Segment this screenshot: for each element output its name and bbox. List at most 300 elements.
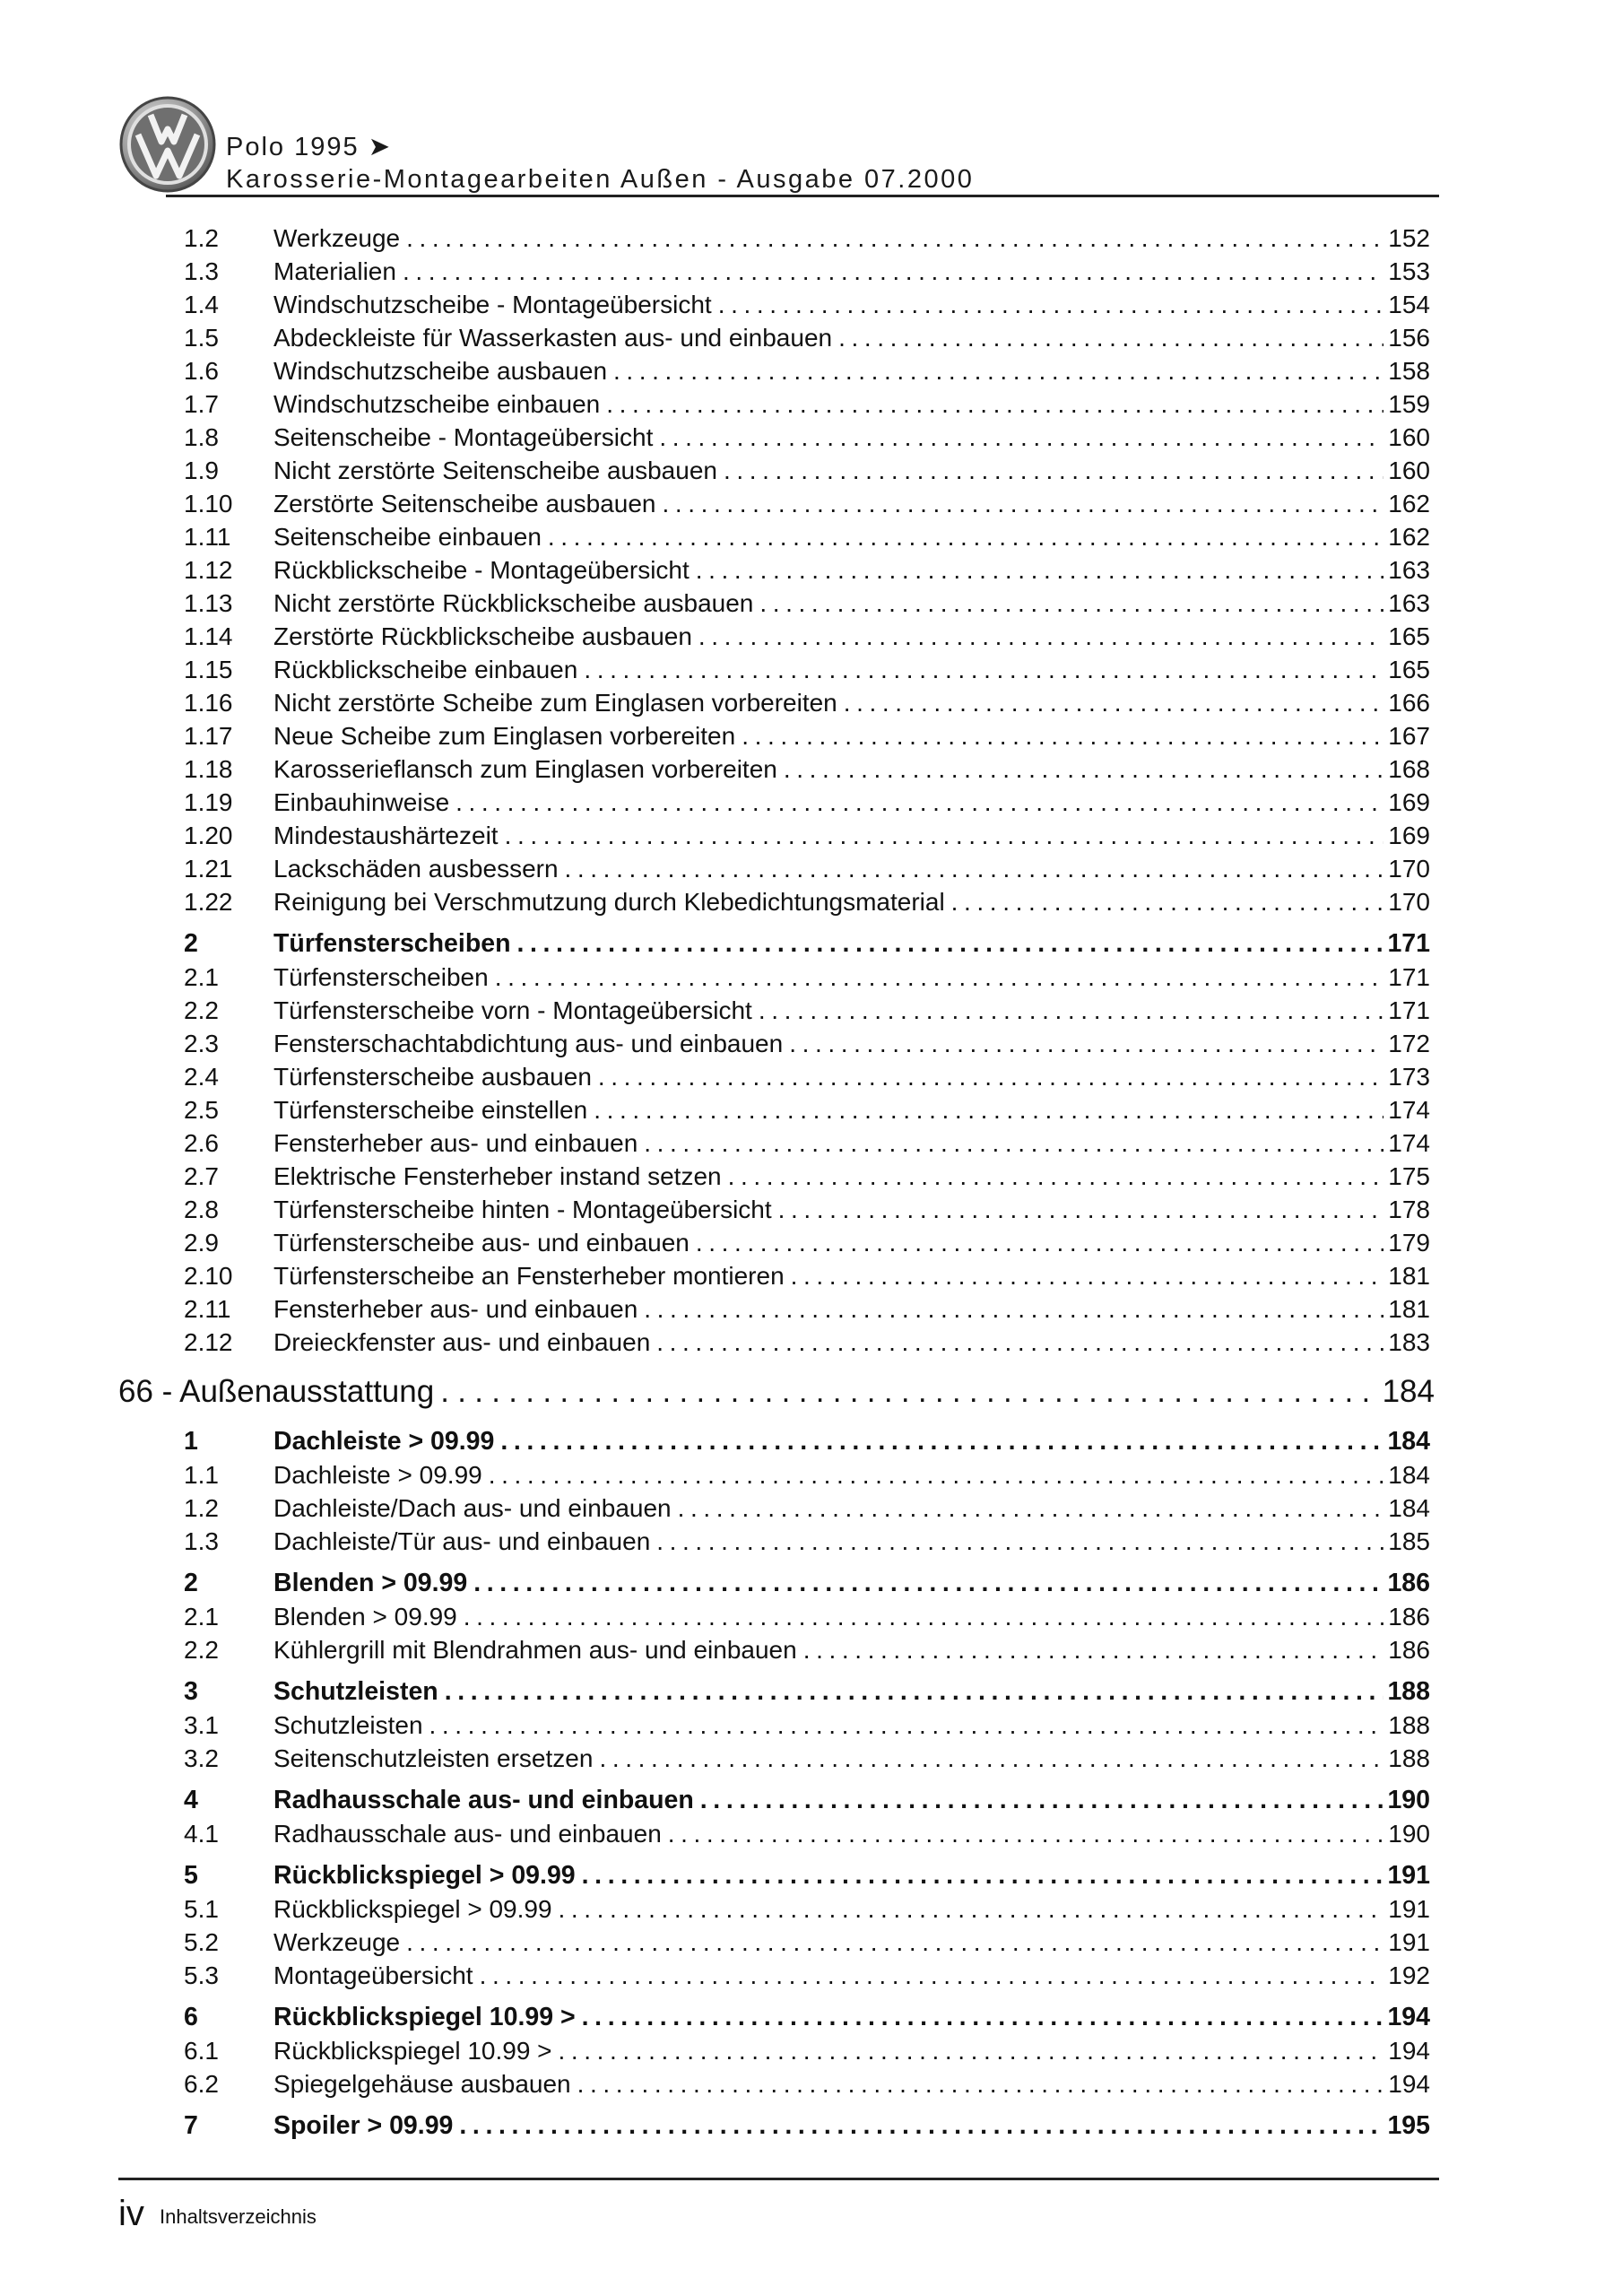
toc-title: Rückblickspiegel 10.99 > [273,2003,576,2031]
toc-title: Seitenscheibe einbauen [273,523,542,551]
toc-leader [273,288,1385,321]
toc-title: Windschutzscheibe - Montageübersicht [273,291,712,318]
toc-row[interactable] [0,1259,1622,1292]
toc-row[interactable] [0,1060,1622,1093]
toc-title: Rückblickspiegel 10.99 > [273,2037,552,2065]
toc-title: Kühlergrill mit Blendrahmen aus- und einbauen [273,1636,797,1664]
toc-number: 2.2 [184,1636,219,1664]
toc-title: Seitenschutzleisten ersetzen [273,1744,594,1772]
toc-row[interactable] [0,1226,1622,1259]
toc-title: Türfensterscheibe an Fensterheber montieren [273,1262,785,1290]
dot-leader [548,520,1383,553]
toc-page-number: 158 [1388,357,1430,385]
toc-number: 2.11 [184,1295,231,1323]
toc-row[interactable] [0,620,1622,653]
toc-leader [118,1371,1376,1413]
toc-leader [273,354,1385,387]
toc-title: Dreieckfenster aus- und einbauen [273,1328,651,1356]
toc-number: 2.8 [184,1196,219,1223]
dot-leader [489,1458,1383,1492]
toc-row[interactable] [0,819,1622,852]
toc-leader [273,1859,1385,1892]
toc-number: 2.3 [184,1030,219,1057]
toc-row[interactable] [0,1784,1622,1817]
toc-title: Fensterheber aus- und einbauen [273,1129,638,1157]
toc-number: 1.3 [184,1527,219,1555]
toc-row[interactable] [0,321,1622,354]
toc-title: 66 - Außenausstattung [118,1374,435,1409]
toc-page-number: 191 [1388,1895,1430,1923]
toc-leader [273,1817,1385,1850]
dot-leader [445,1675,1383,1709]
dot-leader [440,1371,1375,1413]
toc-title: Türfensterscheibe vorn - Montageübersicht [273,996,752,1024]
toc-leader [273,321,1385,354]
toc-row[interactable] [0,1193,1622,1226]
toc-leader [273,454,1385,487]
dot-leader [459,2109,1383,2143]
toc-row[interactable] [0,454,1622,487]
toc-row[interactable] [0,421,1622,454]
toc-row[interactable] [0,1292,1622,1326]
toc-number: 1.5 [184,324,219,352]
toc-leader [273,752,1385,786]
toc-title: Blenden > 09.99 [273,1603,457,1631]
toc-leader [273,1160,1385,1193]
toc-title: Elektrische Fensterheber instand setzen [273,1162,722,1190]
toc-leader [273,553,1385,587]
toc-title: Blenden > 09.99 [273,1569,468,1597]
toc-page-number: 173 [1388,1063,1430,1091]
toc-row[interactable] [0,2001,1622,2034]
toc-title: Dachleiste > 09.99 [273,1427,495,1456]
toc-leader [273,487,1385,520]
toc-row[interactable] [0,587,1622,620]
toc-number: 5.2 [184,1928,219,1956]
dot-leader [742,719,1383,752]
toc-leader [273,1226,1385,1259]
dot-leader [584,653,1383,686]
toc-leader [273,1926,1385,1959]
dot-leader [698,620,1383,653]
header-subtitle: Karosserie-Montagearbeiten Außen - Ausgabe 07.2000 [226,165,975,194]
toc-number: 2 [184,929,198,958]
toc-page-number: 188 [1388,1711,1430,1739]
toc-title: Nicht zerstörte Scheibe zum Einglasen vorbereiten [273,689,837,717]
toc-row[interactable] [0,994,1622,1027]
toc-number: 2.10 [184,1262,233,1290]
toc-row[interactable] [0,1892,1622,1926]
toc-title: Fensterschachtabdichtung aus- und einbauen [273,1030,784,1057]
toc-page-number: 160 [1388,457,1430,484]
toc-title: Türfensterscheiben [273,963,489,991]
toc-page-number: 183 [1388,1328,1430,1356]
dot-leader [778,1193,1383,1226]
toc-title: Einbauhinweise [273,788,450,816]
dot-leader [844,686,1383,719]
toc-number: 2.4 [184,1063,219,1091]
toc-title: Rückblickscheibe - Montageübersicht [273,556,690,584]
toc-page-number: 194 [1388,2070,1430,2098]
toc-page-number: 184 [1388,1461,1430,1489]
toc-leader [273,222,1385,255]
dot-leader [582,2001,1383,2034]
toc-title: Spiegelgehäuse ausbauen [273,2070,571,2098]
toc-number: 1.1 [184,1461,219,1489]
toc-row[interactable] [0,752,1622,786]
toc-page-number: 190 [1388,1820,1430,1848]
toc-title: Seitenscheibe - Montageübersicht [273,423,654,451]
dot-leader [678,1492,1383,1525]
toc-leader [273,2067,1385,2100]
toc-row[interactable] [0,288,1622,321]
toc-row[interactable] [0,1926,1622,1959]
toc-number: 3.2 [184,1744,219,1772]
dot-leader [663,487,1384,520]
footer-page-number: iv [118,2194,144,2233]
toc-row[interactable] [0,786,1622,819]
vw-logo [118,95,217,194]
toc-leader [273,1259,1385,1292]
toc-page-number: 184 [1387,1427,1430,1456]
toc-leader [273,1742,1385,1775]
toc-number: 5.1 [184,1895,219,1923]
footer-section-label: Inhaltsverzeichnis [160,2205,317,2228]
toc-row[interactable] [0,1633,1622,1666]
toc-title: Abdeckleiste für Wasserkasten aus- und einbauen [273,324,833,352]
toc-number: 1.17 [184,722,233,750]
toc-row[interactable] [0,1859,1622,1892]
toc-leader [273,1425,1385,1458]
dot-leader [406,1926,1383,1959]
dot-leader [594,1093,1383,1126]
toc-title: Mindestaushärtezeit [273,822,499,849]
toc-number: 1.11 [184,523,231,551]
toc-row[interactable] [0,1160,1622,1193]
toc-row[interactable] [0,1492,1622,1525]
toc-leader [273,885,1385,918]
header-divider [166,195,1439,197]
toc-page-number: 175 [1388,1162,1430,1190]
toc-number: 5 [184,1861,198,1890]
toc-title: Dachleiste > 09.99 [273,1461,482,1489]
toc-leader [273,2034,1385,2067]
toc-row[interactable] [0,719,1622,752]
toc-number: 6 [184,2003,198,2031]
dot-leader [668,1817,1383,1850]
toc-page-number: 174 [1388,1129,1430,1157]
toc-title: Werkzeuge [273,1928,401,1956]
dot-leader [403,255,1383,288]
toc-leader [273,927,1385,961]
toc-row[interactable] [0,961,1622,994]
dot-leader [406,222,1383,255]
toc-number: 1.21 [184,855,233,883]
toc-page-number: 167 [1388,722,1430,750]
toc-row[interactable] [0,653,1622,686]
dot-leader [803,1633,1383,1666]
toc-page-number: 169 [1388,788,1430,816]
dot-leader [656,1326,1383,1359]
toc-number: 1.19 [184,788,233,816]
toc-leader [273,1892,1385,1926]
toc-page-number: 171 [1388,996,1430,1024]
toc-page-number: 152 [1388,224,1430,252]
toc-number: 1.15 [184,656,233,683]
toc-row[interactable] [0,1709,1622,1742]
toc-page-number: 195 [1387,2111,1430,2140]
toc-page-number: 162 [1388,490,1430,517]
dot-leader [951,885,1383,918]
toc-title: Spoiler > 09.99 [273,2111,454,2140]
toc-leader [273,1633,1385,1666]
toc-leader [273,1709,1385,1742]
toc-page-number: 168 [1388,755,1430,783]
toc-page-number: 172 [1388,1030,1430,1057]
toc-title: Nicht zerstörte Seitenscheibe ausbauen [273,457,717,484]
toc-page-number: 194 [1387,2003,1430,2031]
toc-page-number: 153 [1388,257,1430,285]
toc-page-number: 194 [1388,2037,1430,2065]
toc-row[interactable] [0,487,1622,520]
toc-leader [273,1060,1385,1093]
dot-leader [577,2067,1383,2100]
toc-leader [273,1027,1385,1060]
dot-leader [784,752,1383,786]
toc-row[interactable] [0,927,1622,961]
toc-leader [273,1492,1385,1525]
toc-page-number: 186 [1388,1636,1430,1664]
toc-page-number: 186 [1388,1603,1430,1631]
dot-leader [559,2034,1383,2067]
dot-leader [606,387,1383,421]
toc-row[interactable] [0,2067,1622,2100]
toc-row[interactable] [0,1675,1622,1709]
toc-title: Türfensterscheibe hinten - Montageübersicht [273,1196,772,1223]
toc-title: Dachleiste/Dach aus- und einbauen [273,1494,672,1522]
toc-leader [273,994,1385,1027]
toc-page-number: 170 [1388,888,1430,916]
toc-title: Windschutzscheibe ausbauen [273,357,608,385]
toc-row[interactable] [0,1093,1622,1126]
toc-page-number: 171 [1387,929,1430,958]
toc-title: Karosserieflansch zum Einglasen vorbereiten [273,755,777,783]
toc-row[interactable] [0,1326,1622,1359]
toc-page-number: 163 [1388,556,1430,584]
toc-title: Schutzleisten [273,1677,438,1706]
toc-title: Türfensterscheibe einstellen [273,1096,588,1124]
toc-leader [273,653,1385,686]
toc-page-number: 174 [1388,1096,1430,1124]
toc-leader [273,961,1385,994]
toc-row[interactable] [0,885,1622,918]
toc-leader [273,1093,1385,1126]
toc-number: 1.14 [184,622,233,650]
toc-page-number: 160 [1388,423,1430,451]
toc-leader [273,852,1385,885]
toc-leader [273,1525,1385,1558]
dot-leader [582,1859,1383,1892]
toc-leader [273,1567,1385,1600]
toc-row[interactable] [0,1027,1622,1060]
toc-number: 1.6 [184,357,219,385]
toc-page-number: 184 [1382,1374,1435,1409]
toc-row[interactable] [0,354,1622,387]
toc-number: 2.5 [184,1096,219,1124]
toc-page-number: 188 [1388,1744,1430,1772]
toc-number: 1.4 [184,291,219,318]
toc-leader [273,1326,1385,1359]
toc-chapter-row[interactable] [0,1371,1622,1413]
toc-number: 1 [184,1427,198,1456]
toc-page-number: 181 [1388,1295,1430,1323]
toc-title: Reinigung bei Verschmutzung durch Klebedichtungsmaterial [273,888,945,916]
toc-row[interactable] [0,553,1622,587]
toc-number: 1.20 [184,822,233,849]
toc-number: 3.1 [184,1711,219,1739]
toc-page-number: 171 [1388,963,1430,991]
header-model [226,131,392,162]
toc-page-number: 186 [1387,1569,1430,1597]
dot-leader [644,1126,1383,1160]
dot-leader [759,994,1383,1027]
toc-leader [273,686,1385,719]
toc-page-number: 181 [1388,1262,1430,1290]
toc-row[interactable] [0,520,1622,553]
toc-number: 4.1 [184,1820,219,1848]
toc-leader [273,1126,1385,1160]
dot-leader [464,1600,1383,1633]
toc-title: Dachleiste/Tür aus- und einbauen [273,1527,651,1555]
dot-leader [759,587,1383,620]
toc-number: 1.9 [184,457,219,484]
toc-leader [273,620,1385,653]
toc-number: 1.10 [184,490,233,517]
toc-leader [273,2109,1385,2143]
toc-page-number: 191 [1387,1861,1430,1890]
toc-row[interactable] [0,1126,1622,1160]
toc-page-number: 163 [1388,589,1430,617]
toc-page-number: 179 [1388,1229,1430,1257]
toc-row[interactable] [0,1959,1622,1992]
dot-leader [696,553,1383,587]
dot-leader [599,1742,1383,1775]
toc-leader [273,1675,1385,1709]
toc-title: Fensterheber aus- und einbauen [273,1295,638,1323]
toc-leader [273,786,1385,819]
toc-number: 3 [184,1677,198,1706]
dot-leader [480,1959,1383,1992]
toc-title: Rückblickscheibe einbauen [273,656,578,683]
toc-leader [273,1959,1385,1992]
toc-row[interactable] [0,1817,1622,1850]
toc-page-number: 156 [1388,324,1430,352]
toc-page-number: 184 [1388,1494,1430,1522]
toc-page-number: 190 [1387,1786,1430,1814]
toc-page-number: 162 [1388,523,1430,551]
dot-leader [791,1259,1383,1292]
model-name: Polo 1995 [226,133,360,161]
toc-number: 5.3 [184,1961,219,1989]
toc-leader [273,1292,1385,1326]
dot-leader [696,1226,1383,1259]
toc-number: 2.7 [184,1162,219,1190]
dot-leader [728,1160,1383,1193]
toc-number: 2.12 [184,1328,233,1356]
toc-row[interactable] [0,2109,1622,2143]
toc-number: 2.2 [184,996,219,1024]
toc-leader [273,520,1385,553]
toc-leader [273,421,1385,454]
toc-page-number: 185 [1388,1527,1430,1555]
toc-title: Zerstörte Rückblickscheibe ausbauen [273,622,692,650]
toc-number: 1.2 [184,1494,219,1522]
toc-number: 1.13 [184,589,233,617]
toc-row[interactable] [0,387,1622,421]
toc-number: 1.2 [184,224,219,252]
toc-row[interactable] [0,1600,1622,1633]
toc-number: 2 [184,1569,198,1597]
toc-title: Türfensterscheibe ausbauen [273,1063,592,1091]
toc-row[interactable] [0,1425,1622,1458]
dot-leader [500,1425,1383,1458]
dot-leader [517,927,1384,961]
toc-number: 4 [184,1786,198,1814]
toc-page-number: 166 [1388,689,1430,717]
toc-row[interactable] [0,2034,1622,2067]
toc-row[interactable] [0,852,1622,885]
dot-leader [505,819,1383,852]
dot-leader [473,1567,1383,1600]
toc-number: 6.1 [184,2037,219,2065]
dot-leader [495,961,1383,994]
toc-row[interactable] [0,255,1622,288]
toc-title: Nicht zerstörte Rückblickscheibe ausbauen [273,589,754,617]
toc-page-number: 159 [1388,390,1430,418]
dot-leader [429,1709,1383,1742]
toc-row[interactable] [0,1458,1622,1492]
toc-title: Radhausschale aus- und einbauen [273,1820,662,1848]
toc-title: Zerstörte Seitenscheibe ausbauen [273,490,656,517]
toc-leader [273,1600,1385,1633]
toc-title: Lackschäden ausbessern [273,855,559,883]
dot-leader [656,1525,1383,1558]
toc-number: 2.9 [184,1229,219,1257]
dot-leader [559,1892,1383,1926]
toc-number: 1.12 [184,556,233,584]
toc-leader [273,819,1385,852]
toc-row[interactable] [0,686,1622,719]
toc-page-number: 169 [1388,822,1430,849]
toc-number: 1.16 [184,689,233,717]
toc-row[interactable] [0,222,1622,255]
dot-leader [613,354,1383,387]
toc-row[interactable] [0,1525,1622,1558]
toc-title: Materialien [273,257,396,285]
toc-row[interactable] [0,1742,1622,1775]
dot-leader [598,1060,1383,1093]
toc-number: 6.2 [184,2070,219,2098]
dot-leader [838,321,1383,354]
arrow-icon: ➤ [368,133,392,161]
toc-number: 1.3 [184,257,219,285]
toc-title: Radhausschale aus- und einbauen [273,1786,694,1814]
toc-row[interactable] [0,1567,1622,1600]
toc-title: Rückblickspiegel > 09.99 [273,1861,576,1890]
toc-page-number: 165 [1388,622,1430,650]
dot-leader [659,421,1383,454]
toc-number: 7 [184,2111,198,2140]
